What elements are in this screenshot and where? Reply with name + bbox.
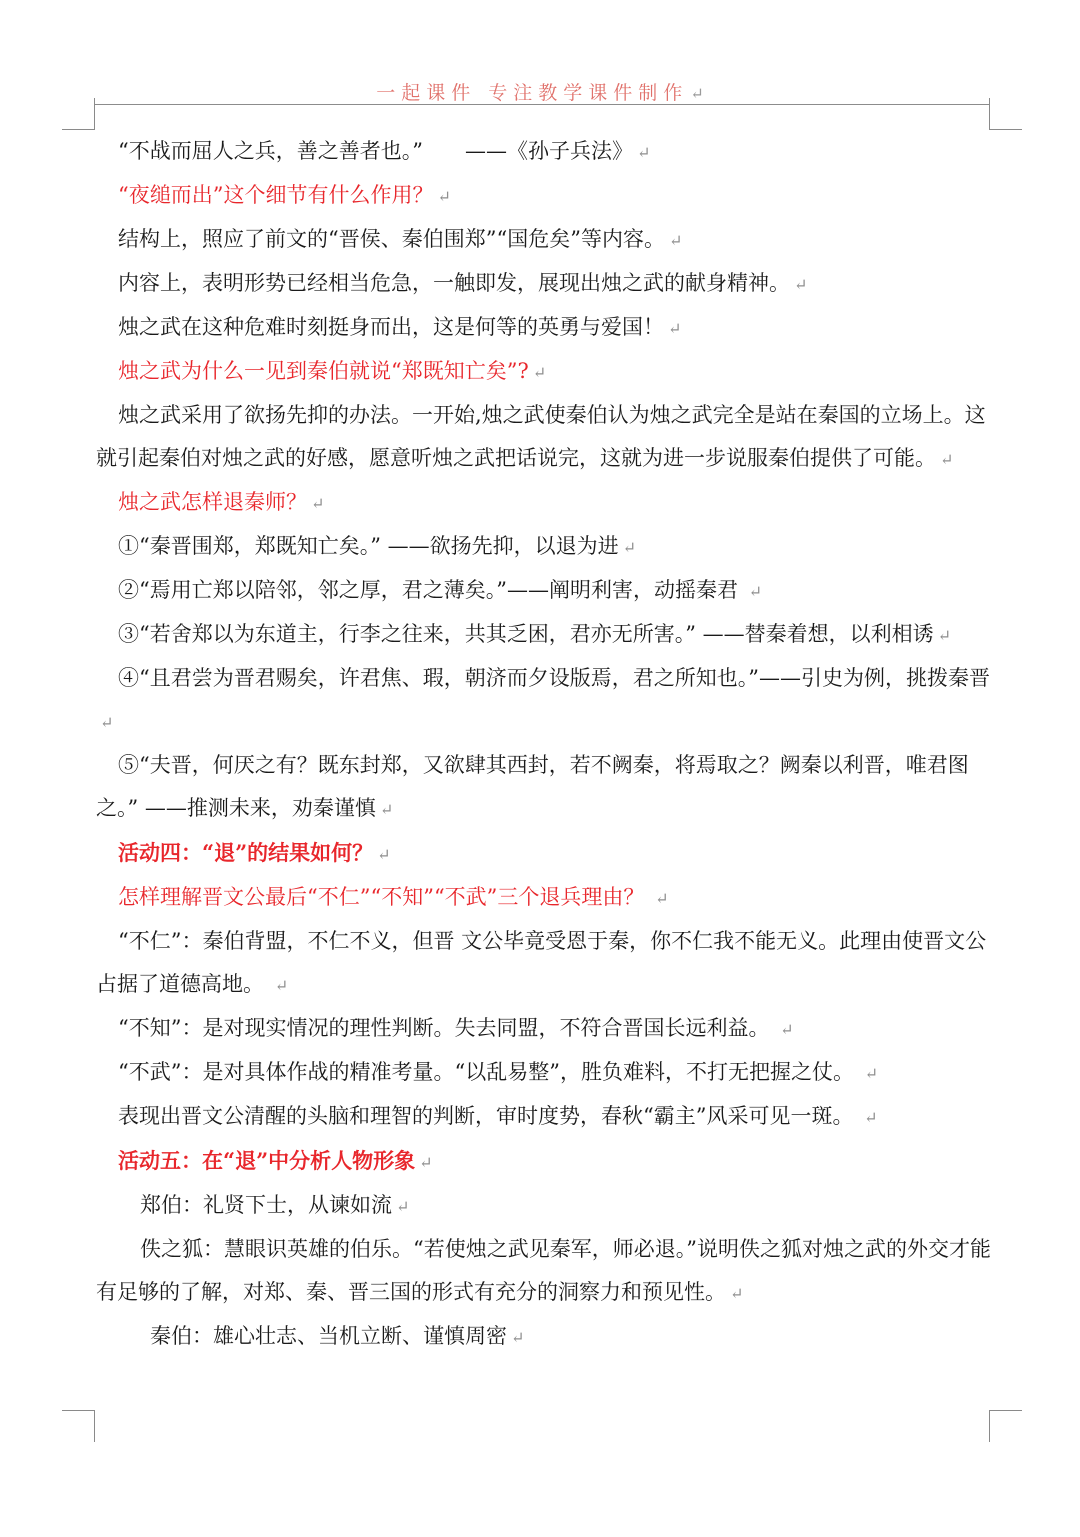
paragraph-text: 烛之武采用了欲扬先抑的办法。一开始,烛之武使秦伯认为烛之武完全是站在秦国的立场上。这就引起秦伯对烛之武的好感，愿意听烛之武把话说完，这就为进一步说服秦伯提供了可能。 bbox=[96, 403, 986, 470]
paragraph-mark-icon: ↵ bbox=[864, 1064, 879, 1083]
paragraph-text: 结构上，照应了前文的“晋侯、秦伯围郑”“国危矣”等内容。 bbox=[118, 227, 665, 251]
body-paragraph bbox=[96, 1051, 996, 1095]
body-paragraph bbox=[96, 657, 996, 744]
paragraph-text: 表现出晋文公清醒的头脑和理智的判断，审时度势，春秋“霸主”风采可见一斑。 bbox=[118, 1104, 861, 1128]
paragraph-text: “不武”：是对具体作战的精准考量。“以乱易整”，胜负难料，不打无把握之仗。 bbox=[118, 1060, 861, 1084]
body-paragraph bbox=[96, 1007, 996, 1051]
paragraph-text: ②“焉用亡郑以陪邻，邻之厚，君之薄矣。”——阐明利害，动摇秦君 bbox=[118, 578, 745, 602]
header-text: 一起课件 专注教学课件制作 bbox=[376, 82, 689, 104]
paragraph-mark-icon: ↵ bbox=[532, 363, 547, 382]
crop-mark-bottom-right bbox=[989, 1410, 990, 1442]
paragraph-text: “不知”：是对现实情况的理性判断。失去同盟，不符合晋国长远利益。 bbox=[118, 1016, 777, 1040]
paragraph-text: 内容上，表明形势已经相当危急，一触即发，展现出烛之武的献身精神。 bbox=[118, 271, 790, 295]
paragraph-text: “不战而屈人之兵，善之善者也。” ——《孙子兵法》 bbox=[118, 139, 633, 163]
paragraph-mark-icon: ↵ bbox=[668, 231, 683, 250]
paragraph-mark-icon: ↵ bbox=[622, 538, 637, 557]
paragraph-mark-icon: ↵ bbox=[419, 1153, 433, 1172]
paragraph-mark-icon: ↵ bbox=[655, 889, 669, 908]
paragraph-mark-icon: ↵ bbox=[437, 187, 451, 206]
paragraph-mark-icon: ↵ bbox=[668, 319, 682, 338]
paragraph-text: ①“秦晋围郑，郑既知亡矣。” ——欲扬先抑，以退为进 bbox=[118, 534, 619, 558]
paragraph-mark-icon: ↵ bbox=[780, 1020, 794, 1039]
body-paragraph bbox=[96, 262, 996, 306]
paragraph-text: 活动五：在“退”中分析人物形象 bbox=[118, 1148, 416, 1173]
paragraph-mark-icon: ↵ bbox=[748, 582, 763, 601]
paragraph-mark-icon: ↵ bbox=[690, 84, 704, 103]
body-paragraph bbox=[96, 613, 996, 657]
heading-paragraph bbox=[96, 350, 996, 394]
paragraph-text: ⑤“夫晋，何厌之有？既东封郑，又欲肆其西封，若不阙秦，将焉取之？阙秦以利晋，唯君图之。” ——推测未来，劝秦谨慎 bbox=[96, 753, 969, 820]
paragraph-text: 活动四：“退”的结果如何？ bbox=[118, 840, 374, 865]
crop-mark-top-left bbox=[62, 129, 95, 130]
paragraph-text: 秦伯：雄心壮志、当机立断、谨慎周密 bbox=[150, 1324, 507, 1348]
body-paragraph bbox=[96, 130, 996, 174]
paragraph-text: “不仁”：秦伯背盟，不仁不义，但晋 文公毕竟受恩于秦，你不仁我不能无义。此理由使晋文公占据了道德高地。 bbox=[96, 929, 987, 996]
paragraph-mark-icon: ↵ bbox=[511, 1328, 525, 1347]
document-body[interactable] bbox=[96, 130, 996, 1359]
body-paragraph bbox=[96, 1315, 996, 1359]
paragraph-text: 佚之狐：慧眼识英雄的伯乐。“若使烛之武见秦军，师必退。”说明佚之狐对烛之武的外交才能有足够的了解，对郑、秦、晋三国的形式有充分的洞察力和预见性。 bbox=[96, 1237, 991, 1304]
body-paragraph bbox=[96, 394, 996, 481]
body-paragraph bbox=[96, 1228, 996, 1315]
paragraph-text: 烛之武在这种危难时刻挺身而出，这是何等的英勇与爱国！ bbox=[118, 315, 664, 339]
paragraph-mark-icon: ↵ bbox=[940, 450, 954, 469]
paragraph-text: ③“若舍郑以为东道主，行李之往来，共其乏困，君亦无所害。” ——替秦着想，以利相诱 bbox=[118, 622, 934, 646]
crop-mark-bottom-left bbox=[94, 1410, 95, 1442]
paragraph-text: ④“且君尝为晋君赐矣，许君焦、瑕，朝济而夕设版焉，君之所知也。”——引史为例，挑拨秦晋 bbox=[118, 666, 990, 690]
crop-mark-top-left bbox=[94, 98, 95, 130]
paragraph-text: 郑伯：礼贤下士，从谏如流 bbox=[140, 1193, 392, 1217]
paragraph-mark-icon: ↵ bbox=[100, 713, 114, 732]
body-paragraph bbox=[96, 306, 996, 350]
body-paragraph bbox=[96, 525, 996, 569]
paragraph-text: “夜缒而出”这个细节有什么作用？ bbox=[118, 183, 434, 207]
heading-paragraph bbox=[96, 174, 996, 218]
paragraph-mark-icon: ↵ bbox=[311, 494, 325, 513]
heading-paragraph bbox=[96, 876, 996, 920]
heading-paragraph bbox=[96, 1139, 996, 1184]
paragraph-text: 烛之武为什么一见到秦伯就说“郑既知亡矣”? bbox=[118, 359, 529, 383]
paragraph-mark-icon: ↵ bbox=[730, 1284, 744, 1303]
paragraph-mark-icon: ↵ bbox=[274, 976, 289, 995]
crop-mark-bottom-left bbox=[62, 1410, 95, 1411]
crop-mark-top-right bbox=[989, 98, 990, 130]
paragraph-mark-icon: ↵ bbox=[937, 626, 952, 645]
body-paragraph bbox=[96, 1184, 996, 1228]
body-paragraph bbox=[96, 744, 996, 831]
paragraph-mark-icon: ↵ bbox=[636, 143, 651, 162]
header-rule bbox=[95, 104, 990, 105]
heading-paragraph bbox=[96, 831, 996, 876]
paragraph-mark-icon: ↵ bbox=[379, 800, 394, 819]
paragraph-mark-icon: ↵ bbox=[396, 1197, 410, 1216]
crop-mark-bottom-right bbox=[989, 1410, 1022, 1411]
body-paragraph bbox=[96, 569, 996, 613]
heading-paragraph bbox=[96, 481, 996, 525]
page-header bbox=[0, 78, 1080, 105]
paragraph-mark-icon: ↵ bbox=[377, 845, 391, 864]
body-paragraph bbox=[96, 218, 996, 262]
paragraph-mark-icon: ↵ bbox=[864, 1108, 878, 1127]
body-paragraph bbox=[96, 1095, 996, 1139]
body-paragraph bbox=[96, 920, 996, 1007]
paragraph-mark-icon: ↵ bbox=[794, 275, 808, 294]
paragraph-text: 烛之武怎样退秦师？ bbox=[118, 490, 307, 514]
paragraph-text: 怎样理解晋文公最后“不仁”“不知”“不武”三个退兵理由？ bbox=[118, 885, 652, 909]
